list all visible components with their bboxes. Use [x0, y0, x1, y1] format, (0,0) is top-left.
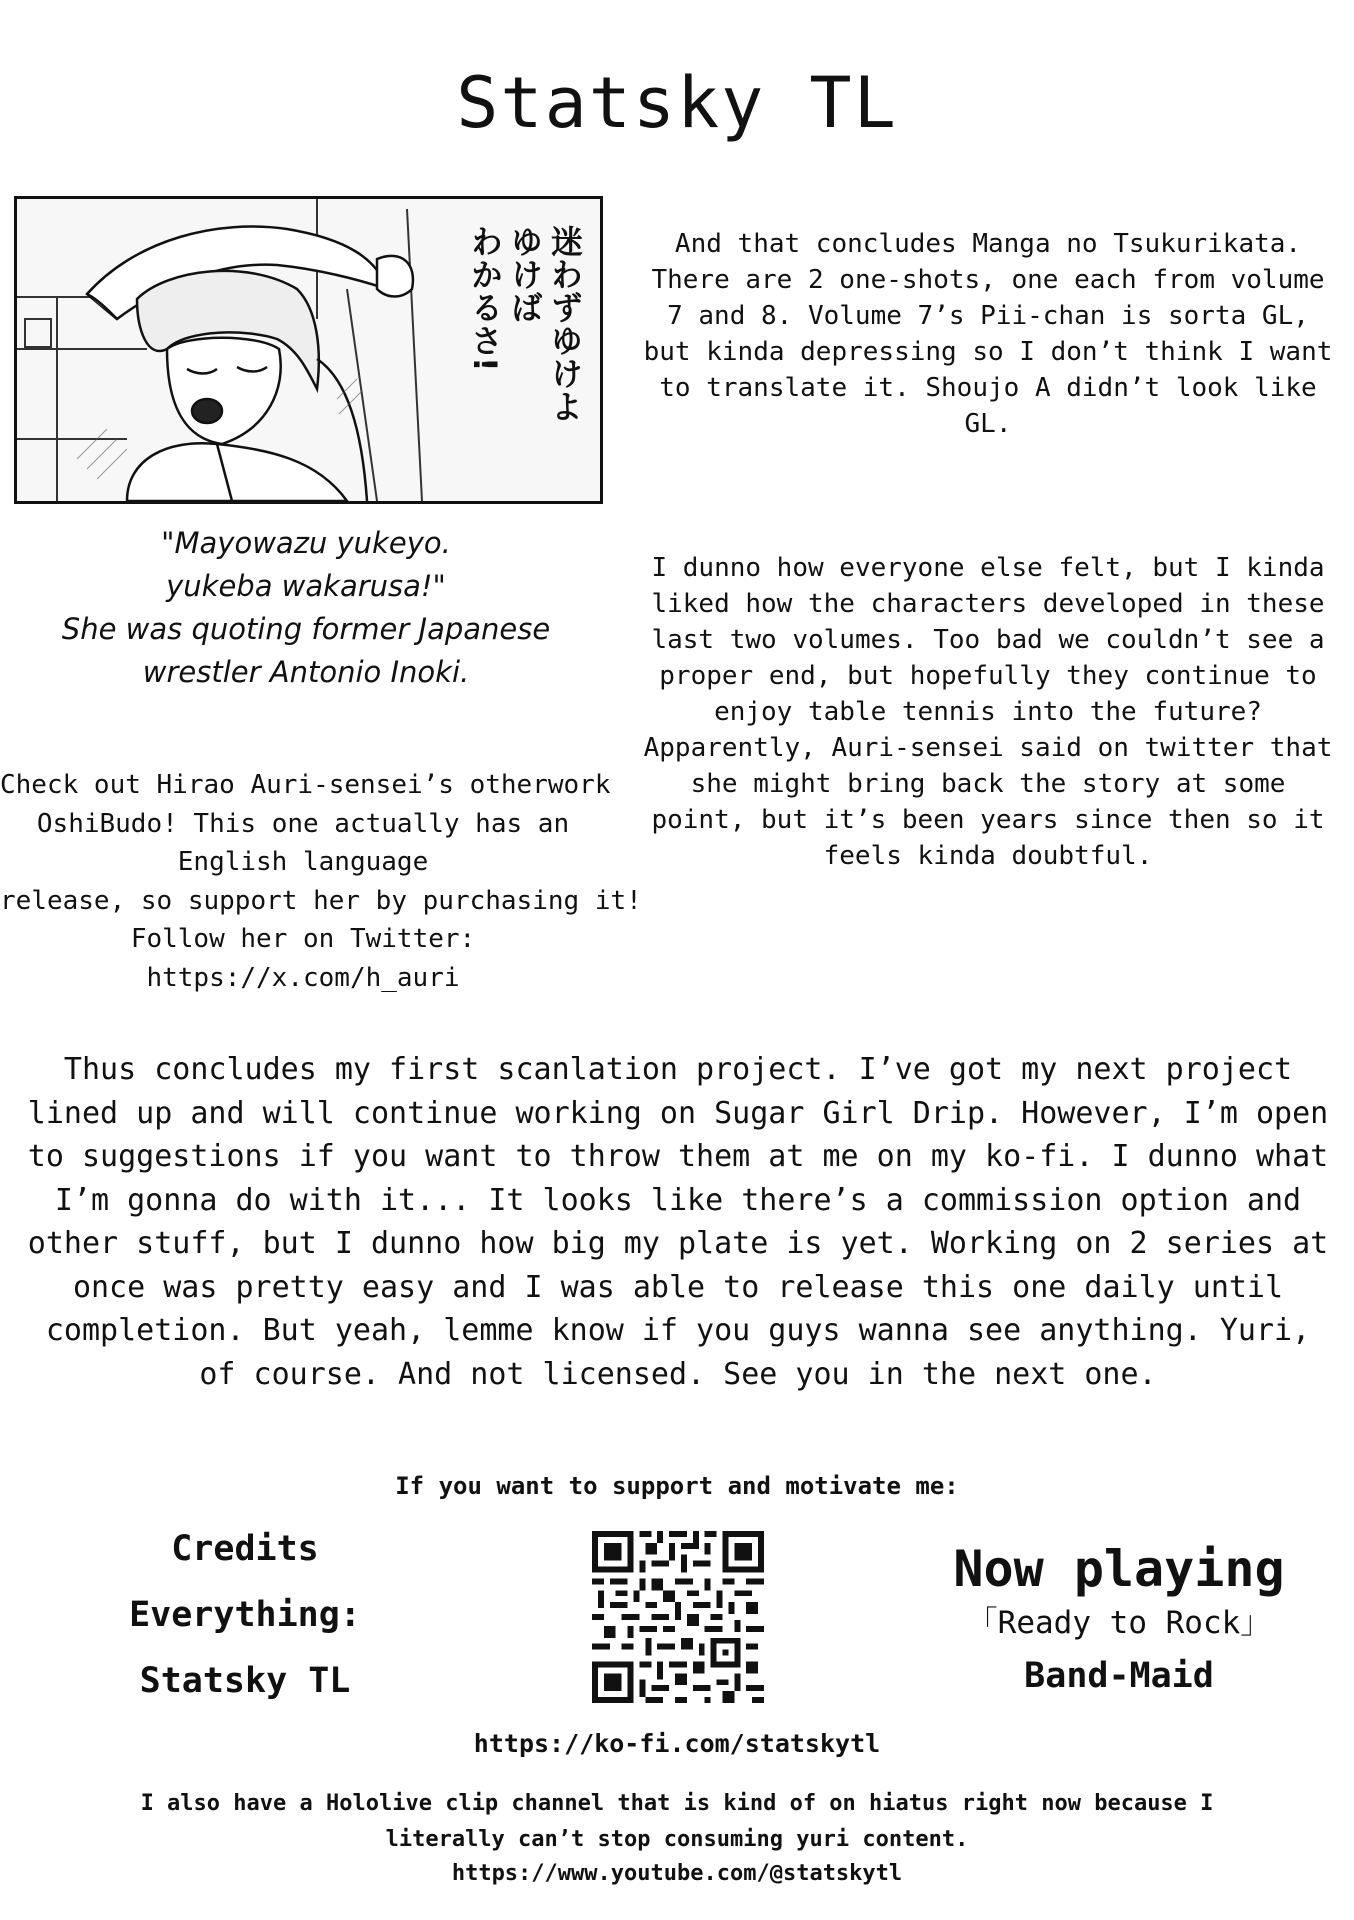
- caption-line: "Mayowazu yukeyo.: [161, 526, 451, 560]
- support-heading: If you want to support and motivate me:: [395, 1472, 959, 1500]
- author-promo: [0, 766, 642, 997]
- caption-line: wrestler Antonio Inoki.: [142, 655, 470, 689]
- author-twitter-link[interactable]: https://x.com/h_auri: [146, 962, 460, 993]
- now-playing-song: 「Ready to Rock」: [966, 1605, 1272, 1641]
- promo-line: OshiBudo! This one actually has an: [36, 808, 570, 839]
- credits-role: Everything:: [129, 1595, 361, 1635]
- intro-paragraph-1: And that concludes Manga no Tsukurikata. There are 2 one-shots, one each from volume 7 and 8. Volume 7’s Pii-chan is sorta GL, but kinda depressing so I don’t think I want to translate it. Shoujo A didn’t look like GL.: [643, 229, 1333, 439]
- promo-line: Follow her on Twitter:: [130, 924, 476, 954]
- intro-notes: [636, 190, 1340, 910]
- japanese-dialogue-1: 迷わずゆけよ: [546, 225, 584, 423]
- credits-heading: Credits: [171, 1529, 319, 1569]
- caption-line: She was quoting former Japanese: [61, 612, 551, 646]
- panel-caption: [0, 522, 612, 694]
- conclusion-paragraph: Thus concludes my first scanlation project. I’ve got my next project lined up and will continue working on Sugar Girl Drip. However, I’m open to suggestions if you want to throw them at me on my ko-fi. I dunno what I’m gonna do with it... It looks like there’s a commission option and other stuff, but I dunno how big my plate is yet. Working on 2 series at once was pretty easy and I was able to release this one daily until completion. But yeah, lemme know if you guys wanna see anything. Yuri, of course. And not licensed. See you in the next one.: [27, 1052, 1329, 1392]
- japanese-dialogue-3: わかるさ!: [466, 225, 504, 373]
- page-title: Statsky TL: [456, 62, 898, 144]
- manga-panel: [14, 196, 603, 504]
- promo-line: Check out Hirao Auri-sensei’s otherwork: [0, 770, 611, 800]
- japanese-dialogue-2: ゆけば: [506, 225, 544, 324]
- credits-block: [92, 1516, 398, 1714]
- promo-line: release, so support her by purchasing it!: [0, 885, 642, 916]
- intro-paragraph-2: I dunno how everyone else felt, but I kinda liked how the characters developed in these last two volumes. Too bad we couldn’t see a proper end, but hopefully they continue to enjoy table tennis into the future? Apparently, Auri-sensei said on twitter that she might bring back the story at some point, but it’s been years since then so it feels kinda doubtful.: [643, 553, 1333, 871]
- caption-line: yukeba wakarusa!": [166, 569, 446, 603]
- now-playing-artist: Band-Maid: [1024, 1656, 1214, 1696]
- hololive-note: I also have a Hololive clip channel that is kind of on hiatus right now because I literally can’t stop consuming yuri content.: [140, 1791, 1214, 1852]
- promo-line: English language: [177, 847, 429, 877]
- qr-code-icon[interactable]: [592, 1531, 764, 1703]
- youtube-link[interactable]: https://www.youtube.com/@statskytl: [451, 1861, 903, 1886]
- credits-name: Statsky TL: [139, 1661, 351, 1701]
- now-playing-block: [920, 1536, 1318, 1708]
- kofi-link[interactable]: https://ko-fi.com/statskytl: [473, 1729, 881, 1758]
- now-playing-heading: Now playing: [953, 1540, 1285, 1598]
